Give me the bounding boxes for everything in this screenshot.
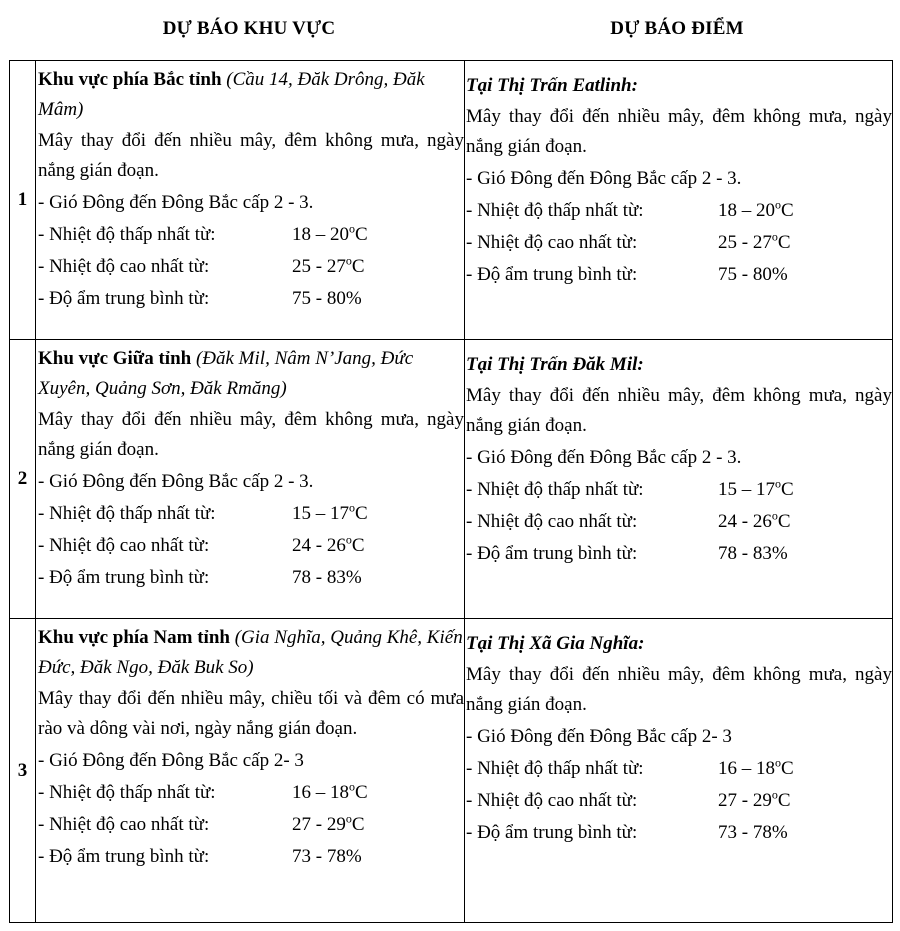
area-forecast-cell <box>36 619 465 923</box>
weather-description: Mây thay đổi đến nhiều mây, đêm không mưa, ngày nắng gián đoạn. <box>466 664 892 715</box>
degree-symbol: o <box>775 197 781 212</box>
area-title <box>38 65 464 125</box>
humidity-label: - Độ ẩm trung bình từ: <box>466 822 638 843</box>
point-location-title: Tại Thị Trấn Đăk Mil: <box>466 354 644 375</box>
humidity-line <box>466 818 892 848</box>
wind-line: - Gió Đông đến Đông Bắc cấp 2- 3 <box>466 726 732 747</box>
celsius-unit: C <box>351 535 365 556</box>
max-temp-line <box>38 531 464 561</box>
area-districts: (Đăk Mil, Nâm N’Jang, Đức Xuyên, Quảng Sơn, Đăk Rmăng) <box>38 348 414 399</box>
min-temp-label: - Nhiệt độ thấp nhất từ: <box>38 503 216 524</box>
max-temp-label: - Nhiệt độ cao nhất từ: <box>466 232 638 253</box>
max-temp-line <box>466 228 892 258</box>
area-name: Khu vực phía Nam tỉnh <box>38 627 230 648</box>
humidity-value: 73 - 78% <box>292 846 362 867</box>
degree-symbol: o <box>771 787 778 802</box>
weather-description: Mây thay đổi đến nhiều mây, đêm không mưa, ngày nắng gián đoạn. <box>38 130 464 181</box>
max-temp-value: 27 - 29 <box>718 790 772 811</box>
max-temp-label: - Nhiệt độ cao nhất từ: <box>38 256 210 277</box>
max-temp-value: 27 - 29 <box>292 814 346 835</box>
wind-line: - Gió Đông đến Đông Bắc cấp 2- 3 <box>38 750 304 771</box>
min-temp-label: - Nhiệt độ thấp nhất từ: <box>466 200 644 221</box>
weather-description: Mây thay đổi đến nhiều mây, đêm không mưa, ngày nắng gián đoạn. <box>38 409 464 460</box>
degree-symbol: o <box>775 476 781 491</box>
max-temp-line <box>38 252 464 282</box>
row-number: 1 <box>10 61 36 340</box>
humidity-value: 73 - 78% <box>718 822 788 843</box>
degree-symbol: o <box>345 253 352 268</box>
point-forecast-cell <box>465 619 893 923</box>
min-temp-value: 18 – 20 <box>718 200 775 221</box>
max-temp-value: 24 - 26 <box>292 535 346 556</box>
degree-symbol: o <box>349 500 355 515</box>
humidity-label: - Độ ẩm trung bình từ: <box>466 543 638 564</box>
point-location-title: Tại Thị Trấn Eatlinh: <box>466 75 638 96</box>
table-row <box>10 61 893 340</box>
humidity-line <box>466 260 892 290</box>
degree-symbol: o <box>349 779 355 794</box>
weather-description: Mây thay đổi đến nhiều mây, đêm không mưa, ngày nắng gián đoạn. <box>466 106 892 157</box>
humidity-line <box>38 284 464 314</box>
degree-symbol: o <box>775 755 781 770</box>
humidity-line <box>38 563 464 593</box>
min-temp-line <box>466 196 892 226</box>
area-forecast-heading: DỰ BÁO KHU VỰC <box>162 18 336 39</box>
min-temp-line <box>38 499 464 529</box>
min-temp-line <box>38 778 464 808</box>
max-temp-label: - Nhiệt độ cao nhất từ: <box>38 535 210 556</box>
celsius-unit: C <box>781 200 794 221</box>
celsius-unit: C <box>781 758 794 779</box>
min-temp-value: 18 – 20 <box>292 224 349 245</box>
area-forecast-cell <box>36 61 465 340</box>
area-name: Khu vực phía Bắc tỉnh <box>38 69 222 90</box>
area-title <box>38 623 464 683</box>
celsius-unit: C <box>355 782 368 803</box>
wind-line: - Gió Đông đến Đông Bắc cấp 2 - 3. <box>38 471 314 492</box>
max-temp-line <box>466 786 892 816</box>
humidity-line <box>466 539 892 569</box>
point-forecast-cell <box>465 61 893 340</box>
area-title <box>38 344 464 404</box>
humidity-value: 75 - 80% <box>292 288 362 309</box>
row-number: 3 <box>10 619 36 923</box>
max-temp-label: - Nhiệt độ cao nhất từ: <box>38 814 210 835</box>
min-temp-label: - Nhiệt độ thấp nhất từ: <box>38 224 216 245</box>
min-temp-value: 15 – 17 <box>292 503 349 524</box>
humidity-label: - Độ ẩm trung bình từ: <box>38 846 210 867</box>
max-temp-line <box>466 507 892 537</box>
wind-line: - Gió Đông đến Đông Bắc cấp 2 - 3. <box>466 168 742 189</box>
celsius-unit: C <box>777 511 791 532</box>
humidity-value: 78 - 83% <box>292 567 362 588</box>
min-temp-value: 15 – 17 <box>718 479 775 500</box>
max-temp-label: - Nhiệt độ cao nhất từ: <box>466 790 638 811</box>
min-temp-label: - Nhiệt độ thấp nhất từ: <box>466 758 644 779</box>
humidity-label: - Độ ẩm trung bình từ: <box>38 288 210 309</box>
degree-symbol: o <box>771 508 778 523</box>
max-temp-label: - Nhiệt độ cao nhất từ: <box>466 511 638 532</box>
point-forecast-cell <box>465 340 893 619</box>
degree-symbol: o <box>345 811 352 826</box>
humidity-label: - Độ ẩm trung bình từ: <box>466 264 638 285</box>
point-forecast-heading: DỰ BÁO ĐIỂM <box>610 18 744 39</box>
wind-line: - Gió Đông đến Đông Bắc cấp 2 - 3. <box>466 447 742 468</box>
table-header <box>0 0 900 60</box>
forecast-table <box>9 60 893 923</box>
min-temp-label: - Nhiệt độ thấp nhất từ: <box>466 479 644 500</box>
min-temp-label: - Nhiệt độ thấp nhất từ: <box>38 782 216 803</box>
weather-description: Mây thay đổi đến nhiều mây, đêm không mưa, ngày nắng gián đoạn. <box>466 385 892 436</box>
point-location-title: Tại Thị Xã Gia Nghĩa: <box>466 633 645 654</box>
max-temp-value: 25 - 27 <box>292 256 346 277</box>
table-row <box>10 340 893 619</box>
min-temp-value: 16 – 18 <box>292 782 349 803</box>
celsius-unit: C <box>355 224 368 245</box>
celsius-unit: C <box>777 790 791 811</box>
min-temp-line <box>466 754 892 784</box>
humidity-value: 78 - 83% <box>718 543 788 564</box>
row-number: 2 <box>10 340 36 619</box>
min-temp-line <box>466 475 892 505</box>
max-temp-value: 24 - 26 <box>718 511 772 532</box>
humidity-line <box>38 842 464 872</box>
min-temp-value: 16 – 18 <box>718 758 775 779</box>
min-temp-line <box>38 220 464 250</box>
degree-symbol: o <box>771 229 778 244</box>
max-temp-line <box>38 810 464 840</box>
celsius-unit: C <box>355 503 368 524</box>
area-forecast-cell <box>36 340 465 619</box>
degree-symbol: o <box>349 221 355 236</box>
wind-line: - Gió Đông đến Đông Bắc cấp 2 - 3. <box>38 192 314 213</box>
degree-symbol: o <box>345 532 352 547</box>
area-districts: (Gia Nghĩa, Quảng Khê, Kiến Đức, Đăk Ngo, Đăk Buk So) <box>38 627 463 678</box>
max-temp-value: 25 - 27 <box>718 232 772 253</box>
celsius-unit: C <box>351 814 365 835</box>
area-districts: (Cầu 14, Đăk Drông, Đăk Mâm) <box>38 69 425 120</box>
celsius-unit: C <box>777 232 791 253</box>
humidity-label: - Độ ẩm trung bình từ: <box>38 567 210 588</box>
table-row <box>10 619 893 923</box>
celsius-unit: C <box>351 256 365 277</box>
humidity-value: 75 - 80% <box>718 264 788 285</box>
area-name: Khu vực Giữa tỉnh <box>38 348 192 369</box>
weather-description: Mây thay đổi đến nhiều mây, chiều tối và đêm có mưa rào và dông vài nơi, ngày nắng gián đoạn. <box>38 688 464 739</box>
celsius-unit: C <box>781 479 794 500</box>
